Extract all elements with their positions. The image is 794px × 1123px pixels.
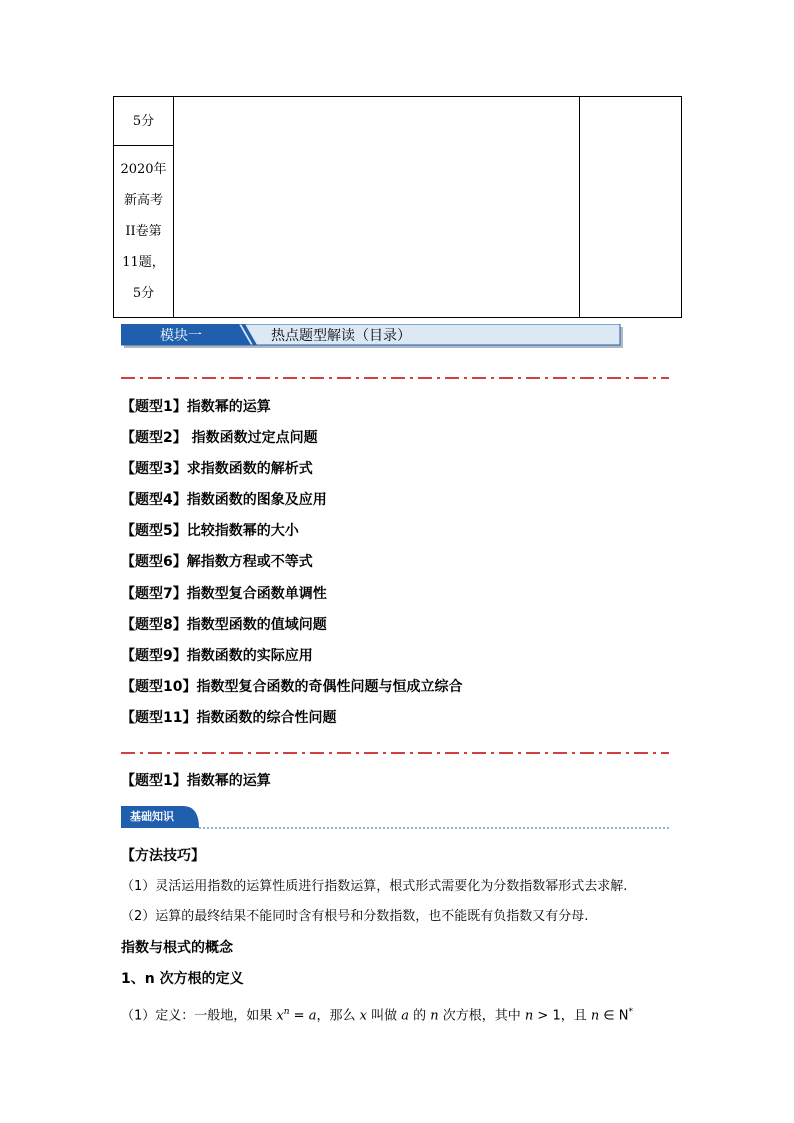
- table-cell: 2020年: [120, 162, 167, 177]
- toc-item-3[interactable]: [121, 460, 313, 478]
- def-text: 次方根，其中: [438, 1008, 525, 1024]
- toc-item-4[interactable]: [121, 491, 327, 509]
- definition-line: [121, 1003, 633, 1025]
- math-var-a: a: [308, 1008, 317, 1024]
- table-cell: 新高考: [123, 193, 163, 208]
- toc-label: 【题型5】: [121, 523, 187, 539]
- table-cell: 5分: [132, 114, 155, 129]
- section-heading: [121, 772, 271, 790]
- module-title: 热点题型解读（目录）: [271, 328, 411, 344]
- method-heading: 【方法技巧】: [121, 848, 205, 864]
- method-point-1: （1）灵活运用指数的运算性质进行指数运算，根式形式需要化为分数指数幂形式去求解.: [121, 879, 628, 894]
- toc-item-9[interactable]: [121, 647, 313, 665]
- table-cell: 11题，: [122, 255, 165, 270]
- toc-text: 指数型函数的值域问题: [186, 617, 327, 633]
- toc-item-10[interactable]: [121, 678, 462, 696]
- concept-subheading: 1、n 次方根的定义: [121, 971, 244, 987]
- toc-text: 指数函数的图象及应用: [186, 492, 327, 508]
- def-text: 的: [409, 1008, 431, 1024]
- def-text: ∈ N: [599, 1008, 629, 1024]
- toc-item-6[interactable]: [121, 553, 313, 571]
- concept-heading: 指数与根式的概念: [121, 940, 233, 956]
- toc-label: 【题型11】: [121, 710, 197, 726]
- table-divider: [173, 97, 174, 317]
- toc-text: 求指数函数的解析式: [186, 461, 313, 477]
- math-exp-n: n: [283, 1007, 290, 1017]
- toc-item-2[interactable]: [121, 429, 318, 447]
- dashdot-divider: [121, 377, 669, 379]
- toc-label: 【题型10】: [121, 679, 197, 695]
- math-var-n: n: [590, 1008, 600, 1024]
- def-text: > 1，且: [533, 1008, 591, 1024]
- method-point-2: （2）运算的最终结果不能同时含有根号和分数指数，也不能既有负指数又有分母.: [121, 909, 589, 924]
- toc-item-5[interactable]: [121, 522, 299, 540]
- table-cell: 5分: [132, 286, 155, 301]
- math-var-n: n: [524, 1008, 534, 1024]
- math-star: *: [628, 1007, 634, 1017]
- def-text: =: [289, 1008, 309, 1024]
- toc-text: 比较指数幂的大小: [186, 523, 299, 539]
- toc-label: 【题型6】: [121, 554, 187, 570]
- def-text: （1）定义：一般地，如果: [121, 1008, 277, 1024]
- basic-knowledge-tab: [121, 806, 669, 830]
- toc-label: 【题型2】: [121, 430, 187, 446]
- toc-text: 指数幂的运算: [186, 399, 271, 415]
- toc-label: 【题型3】: [121, 461, 187, 477]
- def-text: 叫做: [366, 1008, 402, 1024]
- toc-text: 指数函数过定点问题: [186, 430, 318, 446]
- toc-label: 【题型7】: [121, 586, 187, 602]
- toc-item-8[interactable]: [121, 616, 327, 634]
- toc-label: 【题型1】: [121, 399, 187, 415]
- toc-text: 指数型复合函数单调性: [186, 586, 327, 602]
- toc-label: 【题型4】: [121, 492, 187, 508]
- toc-label: 【题型9】: [121, 648, 187, 664]
- toc-item-1[interactable]: [121, 398, 271, 416]
- module-tag: 模块一: [160, 328, 202, 344]
- math-var-a: a: [401, 1008, 409, 1024]
- def-text: ，那么: [316, 1008, 360, 1024]
- math-var-x: x: [276, 1008, 284, 1024]
- toc-text: 解指数方程或不等式: [186, 554, 313, 570]
- table-divider: [579, 97, 580, 317]
- toc-text: 指数型复合函数的奇偶性问题与恒成立综合: [196, 679, 463, 695]
- section-label: 【题型1】: [121, 773, 187, 789]
- math-var-n: n: [430, 1008, 439, 1024]
- table-cell: II卷第: [125, 224, 162, 239]
- toc-item-11[interactable]: [121, 709, 336, 727]
- table-divider: [114, 145, 173, 146]
- toc-text: 指数函数的综合性问题: [196, 710, 337, 726]
- exam-table: [113, 96, 682, 318]
- basic-knowledge-label: 基础知识: [130, 810, 174, 823]
- dashdot-divider: [121, 752, 669, 754]
- section-text: 指数幂的运算: [186, 773, 271, 789]
- toc-label: 【题型8】: [121, 617, 187, 633]
- toc-text: 指数函数的实际应用: [186, 648, 313, 664]
- math-var-x: x: [359, 1008, 367, 1024]
- toc-item-7[interactable]: [121, 585, 327, 603]
